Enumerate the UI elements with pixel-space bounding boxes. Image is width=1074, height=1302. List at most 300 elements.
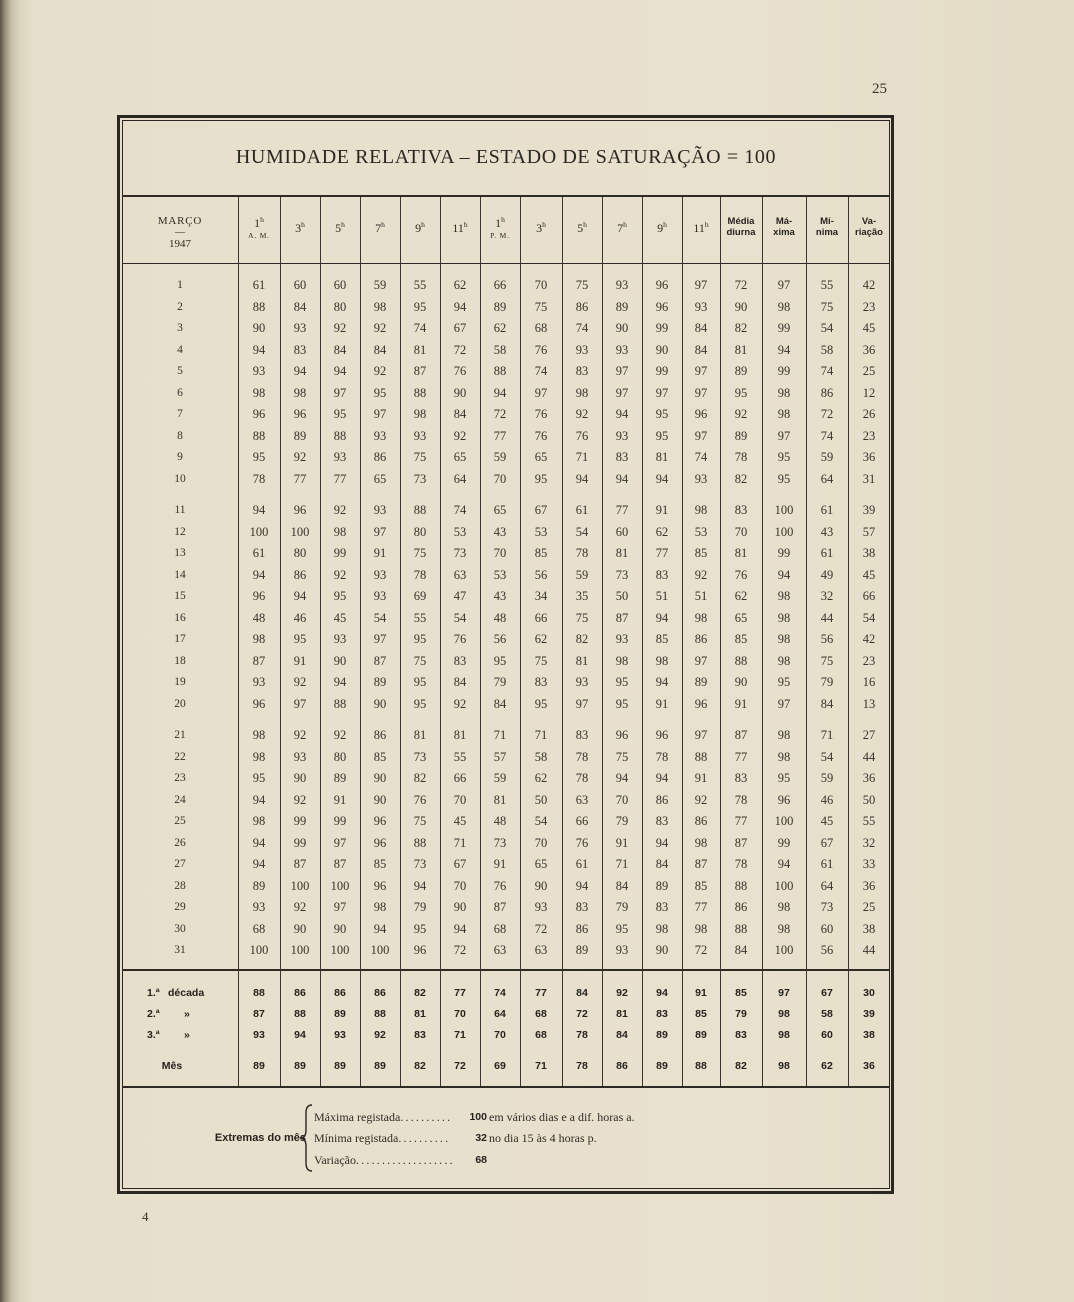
summary-value-cell: 78 — [576, 1029, 588, 1041]
value-cell: 59 — [820, 771, 834, 785]
value-cell: 100 — [249, 524, 269, 539]
value-cell: 47 — [453, 589, 467, 603]
value-cell: 97 — [615, 385, 629, 400]
value-cell: 87 — [493, 900, 507, 914]
value-cell: 92 — [373, 364, 387, 378]
value-cell: 82 — [734, 471, 748, 486]
summary-value-cell: 89 — [695, 1029, 707, 1041]
value-cell: 76 — [534, 407, 548, 421]
summary-value-cell: 77 — [454, 987, 466, 999]
summary-value-cell: 38 — [863, 1029, 875, 1041]
summary-word: » — [184, 1029, 190, 1041]
extreme-range-label — [314, 1152, 455, 1168]
value-cell: 96 — [655, 299, 669, 314]
day-cell: 19 — [174, 676, 186, 688]
value-cell: 35 — [575, 589, 589, 603]
value-cell: 97 — [694, 653, 708, 668]
value-cell: 91 — [333, 792, 347, 807]
value-cell: 71 — [534, 728, 548, 742]
hour-suffix: h — [583, 220, 587, 229]
value-cell: 54 — [534, 814, 548, 828]
value-cell: 73 — [413, 471, 427, 486]
value-cell: 98 — [252, 632, 266, 646]
value-cell: 78 — [734, 792, 748, 807]
value-cell: 92 — [333, 567, 347, 582]
day-cell: 29 — [174, 901, 186, 913]
value-cell: 48 — [493, 814, 507, 828]
column-header-hour — [682, 221, 720, 235]
extreme-max-text: Máxima registada — [314, 1110, 401, 1124]
value-cell: 87 — [413, 364, 427, 378]
summary-value-cell: 77 — [535, 987, 547, 999]
day-cell: 23 — [174, 772, 186, 784]
value-cell: 78 — [575, 749, 589, 764]
value-cell: 79 — [615, 900, 629, 914]
value-cell: 82 — [734, 321, 748, 335]
hour-suffix: h — [421, 220, 425, 229]
value-cell: 90 — [333, 653, 347, 668]
column-header-range: Va- — [861, 216, 877, 227]
value-cell: 88 — [694, 749, 708, 764]
value-cell: 77 — [655, 546, 669, 560]
value-cell: 84 — [493, 696, 507, 711]
value-cell: 78 — [734, 857, 748, 871]
value-cell: 96 — [252, 407, 266, 421]
value-cell: 71 — [493, 728, 507, 742]
header-dash: — — [175, 227, 185, 238]
value-cell: 98 — [655, 921, 669, 936]
value-cell: 81 — [655, 450, 669, 464]
summary-value-cell: 88 — [374, 1008, 386, 1020]
value-cell: 55 — [862, 814, 876, 828]
value-cell: 95 — [413, 632, 427, 646]
value-cell: 100 — [290, 878, 310, 893]
value-cell: 90 — [453, 385, 467, 400]
summary-ordinal: 1.ª — [147, 987, 160, 999]
value-cell: 45 — [333, 610, 347, 625]
value-cell: 86 — [373, 450, 387, 464]
header-month: MARÇO — [157, 215, 203, 227]
value-cell: 95 — [534, 471, 548, 486]
value-cell: 62 — [534, 771, 548, 785]
value-cell: 85 — [734, 632, 748, 646]
value-cell: 88 — [413, 503, 427, 517]
value-cell: 87 — [293, 857, 307, 871]
extreme-max-label — [314, 1109, 452, 1125]
value-cell: 93 — [615, 342, 629, 357]
value-cell: 90 — [373, 771, 387, 785]
value-cell: 94 — [252, 835, 266, 850]
value-cell: 99 — [333, 546, 347, 560]
summary-value-cell: 89 — [294, 1060, 306, 1072]
value-cell: 100 — [330, 878, 350, 893]
value-cell: 85 — [373, 749, 387, 764]
value-cell: 96 — [293, 503, 307, 517]
value-cell: 76 — [575, 835, 589, 850]
value-cell: 98 — [615, 653, 629, 668]
value-cell: 61 — [820, 503, 834, 517]
value-cell: 75 — [820, 653, 834, 668]
value-cell: 98 — [777, 407, 791, 421]
value-cell: 85 — [534, 546, 548, 560]
value-cell: 86 — [694, 632, 708, 646]
value-cell: 65 — [493, 503, 507, 517]
value-cell: 91 — [694, 771, 708, 785]
value-cell: 94 — [493, 385, 507, 400]
value-cell: 13 — [862, 696, 876, 711]
value-cell: 96 — [694, 696, 708, 711]
value-cell: 90 — [615, 321, 629, 335]
value-cell: 78 — [413, 567, 427, 582]
column-header-hour — [440, 221, 480, 235]
value-cell: 94 — [413, 878, 427, 893]
value-cell: 81 — [734, 342, 748, 357]
value-cell: 73 — [453, 546, 467, 560]
value-cell: 65 — [534, 857, 548, 871]
value-cell: 84 — [820, 696, 834, 711]
value-cell: 89 — [575, 943, 589, 957]
summary-value-cell: 98 — [778, 1029, 790, 1041]
value-cell: 70 — [453, 878, 467, 893]
value-cell: 63 — [534, 943, 548, 957]
value-cell: 51 — [694, 589, 708, 603]
value-cell: 91 — [293, 653, 307, 668]
hour-suffix: h — [260, 215, 264, 224]
value-cell: 54 — [373, 610, 387, 625]
value-cell: 93 — [615, 428, 629, 443]
day-cell: 2 — [177, 300, 183, 313]
hour-suffix: h — [623, 220, 627, 229]
value-cell: 90 — [252, 321, 266, 335]
value-cell: 72 — [534, 921, 548, 936]
value-cell: 88 — [413, 385, 427, 400]
column-header-hour — [280, 221, 320, 235]
value-cell: 79 — [493, 675, 507, 689]
value-cell: 94 — [777, 342, 791, 357]
value-cell: 97 — [575, 696, 589, 711]
value-cell: 36 — [862, 342, 876, 357]
value-cell: 94 — [615, 407, 629, 421]
value-cell: 98 — [694, 503, 708, 517]
value-cell: 94 — [252, 503, 266, 517]
summary-value-cell: 89 — [334, 1060, 346, 1072]
value-cell: 75 — [615, 749, 629, 764]
value-cell: 94 — [453, 299, 467, 314]
value-cell: 64 — [820, 878, 834, 893]
value-cell: 93 — [615, 278, 629, 292]
value-cell: 71 — [575, 450, 589, 464]
day-cell: 11 — [174, 504, 186, 516]
value-cell: 77 — [734, 749, 748, 764]
value-cell: 86 — [293, 567, 307, 582]
value-cell: 98 — [252, 385, 266, 400]
value-cell: 89 — [655, 878, 669, 893]
value-cell: 83 — [734, 503, 748, 517]
summary-bottom-rule — [122, 1086, 890, 1088]
value-cell: 89 — [373, 675, 387, 689]
value-cell: 86 — [655, 792, 669, 807]
value-cell: 68 — [252, 921, 266, 936]
summary-value-cell: 68 — [535, 1008, 547, 1020]
value-cell: 60 — [333, 278, 347, 292]
value-cell: 62 — [534, 632, 548, 646]
value-cell: 42 — [862, 278, 876, 292]
value-cell: 38 — [862, 921, 876, 936]
value-cell: 90 — [293, 921, 307, 936]
value-cell: 66 — [575, 814, 589, 828]
page-number: 25 — [872, 81, 887, 97]
hour-number: 7 — [375, 221, 382, 235]
summary-value-cell: 85 — [735, 987, 747, 999]
value-cell: 93 — [534, 900, 548, 914]
summary-value-cell: 82 — [735, 1060, 747, 1072]
column-header-mean: Média — [727, 216, 755, 227]
hour-suffix: h — [501, 215, 505, 224]
value-cell: 73 — [413, 857, 427, 871]
value-cell: 98 — [777, 632, 791, 646]
value-cell: 72 — [694, 943, 708, 957]
value-cell: 91 — [373, 546, 387, 560]
value-cell: 43 — [493, 589, 507, 603]
value-cell: 98 — [694, 921, 708, 936]
value-cell: 56 — [493, 632, 507, 646]
value-cell: 95 — [734, 385, 748, 400]
value-cell: 74 — [820, 428, 834, 443]
day-cell: 10 — [174, 472, 186, 485]
summary-value-cell: 86 — [374, 987, 386, 999]
value-cell: 23 — [862, 653, 876, 668]
value-cell: 94 — [777, 567, 791, 582]
value-cell: 93 — [333, 450, 347, 464]
dot-leader: .......... — [398, 1131, 451, 1145]
value-cell: 43 — [820, 524, 834, 539]
column-header-hour — [400, 221, 440, 235]
hour-number: 3 — [295, 221, 302, 235]
value-cell: 83 — [575, 364, 589, 378]
summary-value-cell: 64 — [494, 1008, 506, 1020]
value-cell: 87 — [694, 857, 708, 871]
value-cell: 90 — [734, 675, 748, 689]
value-cell: 54 — [575, 524, 589, 539]
value-cell: 95 — [333, 407, 347, 421]
value-cell: 48 — [493, 610, 507, 625]
value-cell: 79 — [615, 814, 629, 828]
value-cell: 92 — [453, 696, 467, 711]
value-cell: 97 — [373, 407, 387, 421]
value-cell: 54 — [453, 610, 467, 625]
value-cell: 97 — [694, 728, 708, 742]
value-cell: 97 — [373, 632, 387, 646]
value-cell: 77 — [694, 900, 708, 914]
value-cell: 72 — [493, 407, 507, 421]
value-cell: 100 — [774, 503, 794, 517]
value-cell: 72 — [453, 342, 467, 357]
value-cell: 94 — [373, 921, 387, 936]
value-cell: 74 — [820, 364, 834, 378]
value-cell: 99 — [777, 364, 791, 378]
value-cell: 95 — [655, 428, 669, 443]
value-cell: 94 — [655, 771, 669, 785]
value-cell: 66 — [453, 771, 467, 785]
extreme-max-note: em vários dias e a dif. horas a. — [489, 1110, 635, 1124]
value-cell: 63 — [493, 943, 507, 957]
value-cell: 97 — [333, 900, 347, 914]
value-cell: 92 — [333, 503, 347, 517]
summary-value-cell: 94 — [294, 1029, 306, 1041]
value-cell: 89 — [252, 878, 266, 893]
value-cell: 89 — [694, 675, 708, 689]
value-cell: 76 — [453, 632, 467, 646]
value-cell: 81 — [575, 653, 589, 668]
value-cell: 45 — [862, 567, 876, 582]
value-cell: 83 — [655, 567, 669, 582]
value-cell: 84 — [453, 407, 467, 421]
value-cell: 96 — [252, 696, 266, 711]
value-cell: 78 — [655, 749, 669, 764]
summary-value-cell: 81 — [616, 1008, 628, 1020]
summary-value-cell: 30 — [863, 987, 875, 999]
value-cell: 75 — [534, 299, 548, 314]
value-cell: 25 — [862, 900, 876, 914]
value-cell: 90 — [373, 696, 387, 711]
footer-page-number: 4 — [142, 1209, 149, 1224]
value-cell: 64 — [820, 471, 834, 486]
value-cell: 97 — [694, 428, 708, 443]
value-cell: 100 — [774, 524, 794, 539]
value-cell: 94 — [293, 364, 307, 378]
value-cell: 94 — [333, 675, 347, 689]
value-cell: 93 — [373, 428, 387, 443]
value-cell: 83 — [655, 900, 669, 914]
value-cell: 44 — [862, 749, 876, 764]
value-cell: 95 — [615, 921, 629, 936]
day-cell: 16 — [174, 611, 186, 624]
summary-ordinal: 2.ª — [147, 1008, 160, 1020]
day-cell: 1 — [177, 279, 183, 291]
value-cell: 66 — [493, 278, 507, 292]
value-cell: 94 — [777, 857, 791, 871]
hour-suffix: h — [704, 220, 709, 229]
column-header-hour — [642, 221, 682, 235]
value-cell: 85 — [655, 632, 669, 646]
value-cell: 99 — [655, 321, 669, 335]
value-cell: 59 — [493, 450, 507, 464]
value-cell: 50 — [862, 792, 876, 807]
value-cell: 100 — [774, 814, 794, 828]
summary-value-cell: 74 — [494, 987, 506, 999]
summary-value-cell: 86 — [334, 987, 346, 999]
value-cell: 94 — [293, 589, 307, 603]
value-cell: 100 — [774, 943, 794, 957]
value-cell: 74 — [453, 503, 467, 517]
value-cell: 63 — [453, 567, 467, 582]
value-cell: 61 — [575, 503, 589, 517]
value-cell: 49 — [820, 567, 834, 582]
value-cell: 46 — [820, 792, 834, 807]
value-cell: 95 — [777, 450, 791, 464]
value-cell: 74 — [413, 321, 427, 335]
value-cell: 94 — [655, 675, 669, 689]
value-cell: 53 — [453, 524, 467, 539]
value-cell: 77 — [734, 814, 748, 828]
value-cell: 100 — [249, 943, 269, 957]
value-cell: 53 — [493, 567, 507, 582]
value-cell: 84 — [333, 342, 347, 357]
value-cell: 97 — [694, 278, 708, 292]
value-cell: 75 — [820, 299, 834, 314]
value-cell: 83 — [293, 342, 307, 357]
value-cell: 93 — [252, 675, 266, 689]
value-cell: 62 — [655, 524, 669, 539]
hour-suffix: h — [341, 220, 345, 229]
summary-value-cell: 84 — [576, 987, 588, 999]
value-cell: 44 — [820, 610, 834, 625]
value-cell: 98 — [655, 653, 669, 668]
value-cell: 93 — [333, 632, 347, 646]
day-cell: 14 — [174, 568, 186, 581]
day-cell: 22 — [174, 750, 186, 763]
summary-value-cell: 98 — [778, 1060, 790, 1072]
summary-value-cell: 86 — [294, 987, 306, 999]
summary-value-cell: 84 — [616, 1029, 628, 1041]
extreme-min-note: no dia 15 às 4 horas p. — [489, 1131, 597, 1145]
value-cell: 78 — [734, 450, 748, 464]
day-cell: 18 — [174, 654, 186, 667]
extreme-min-value: 32 — [475, 1132, 487, 1144]
value-cell: 95 — [413, 921, 427, 936]
value-cell: 61 — [820, 546, 834, 560]
value-cell: 76 — [534, 342, 548, 357]
value-cell: 80 — [413, 524, 427, 539]
column-header-max: Má- — [775, 216, 793, 227]
value-cell: 99 — [293, 814, 307, 828]
summary-value-cell: 87 — [253, 1008, 265, 1020]
value-cell: 90 — [655, 342, 669, 357]
value-cell: 72 — [453, 943, 467, 957]
day-cell: 27 — [174, 858, 186, 870]
value-cell: 23 — [862, 299, 876, 314]
value-cell: 95 — [373, 385, 387, 400]
value-cell: 94 — [615, 771, 629, 785]
value-cell: 76 — [534, 428, 548, 443]
value-cell: 93 — [373, 589, 387, 603]
summary-value-cell: 71 — [454, 1029, 466, 1041]
column-header-hour — [360, 221, 400, 235]
summary-value-cell: 72 — [576, 1008, 588, 1020]
value-cell: 92 — [333, 321, 347, 335]
value-cell: 43 — [493, 524, 507, 539]
value-cell: 58 — [534, 749, 548, 764]
value-cell: 93 — [373, 567, 387, 582]
value-cell: 95 — [252, 771, 266, 785]
column-header-hour — [238, 216, 280, 230]
value-cell: 89 — [293, 428, 307, 443]
value-cell: 50 — [534, 792, 548, 807]
value-cell: 90 — [534, 878, 548, 893]
value-cell: 88 — [734, 921, 748, 936]
value-cell: 58 — [493, 342, 507, 357]
summary-value-cell: 93 — [253, 1029, 265, 1041]
value-cell: 93 — [575, 342, 589, 357]
value-cell: 23 — [862, 428, 876, 443]
value-cell: 92 — [734, 407, 748, 421]
value-cell: 95 — [413, 696, 427, 711]
summary-value-cell: 98 — [778, 1008, 790, 1020]
value-cell: 83 — [655, 814, 669, 828]
value-cell: 53 — [534, 524, 548, 539]
value-cell: 94 — [655, 835, 669, 850]
value-cell: 86 — [373, 728, 387, 742]
